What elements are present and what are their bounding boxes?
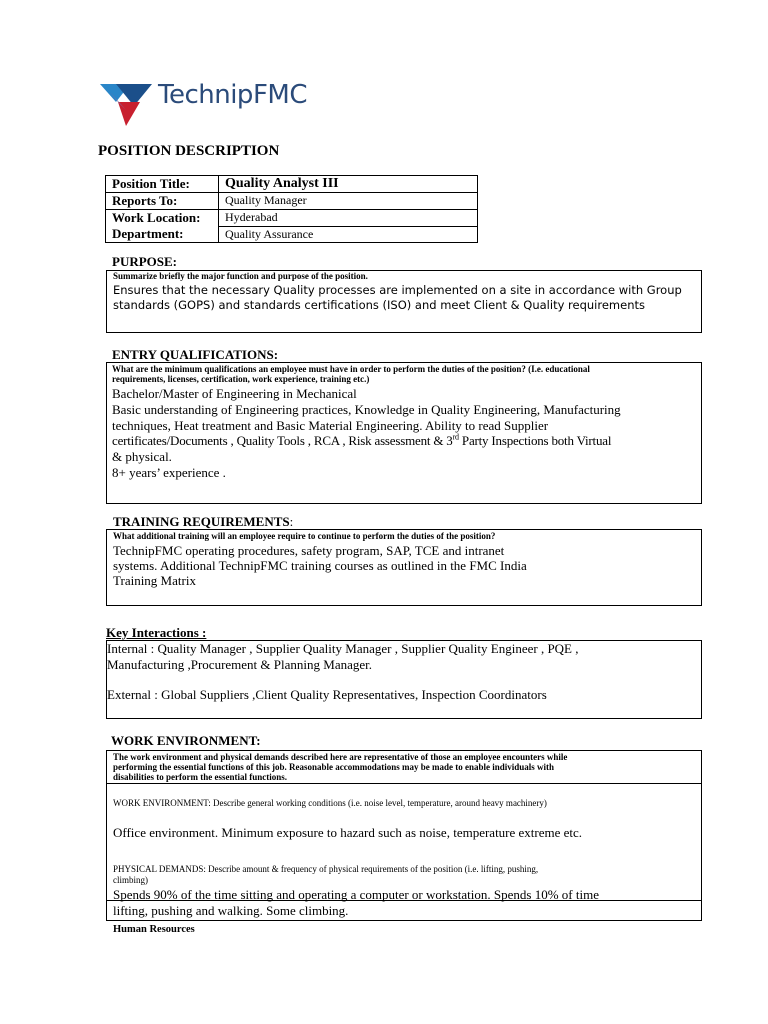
training-line: systems. Additional TechnipFMC training courses as outlined in the FMC India (113, 558, 527, 573)
info-row-position-title (106, 176, 478, 193)
info-label: Reports To: (106, 193, 219, 210)
physical-demands-line: lifting, pushing and walking. Some climbing. (113, 903, 349, 918)
entry-line: Bachelor/Master of Engineering in Mechanical (112, 386, 357, 401)
entry-line-part: Party Inspections both Virtual (458, 433, 612, 448)
entry-prompt: requirements, licenses, certification, work experience, training etc.) (112, 374, 370, 384)
purpose-line: Ensures that the necessary Quality processes are implemented on a site in accordance with Group (113, 283, 682, 297)
work-environment-label-text: WORK ENVIRONMENT: Describe general working conditions (i.e. noise level, temperature, around heavy machinery) (113, 798, 547, 808)
entry-heading: ENTRY QUALIFICATIONS: (112, 347, 279, 362)
entry-box (106, 362, 702, 504)
work-intro-line: The work environment and physical demands described here are representative of those an employee encounters while (113, 752, 568, 762)
entry-line-part: certificates/Documents , Quality Tools , RCA , Risk assessment & 3 (112, 433, 453, 448)
work-intro-line: performing the essential functions of this job. Reasonable accommodations may be made to enable individuals with (113, 762, 555, 772)
info-label: Position Title: (106, 176, 219, 193)
info-row-department (106, 226, 478, 243)
training-heading (113, 514, 293, 530)
position-info-table (105, 175, 478, 243)
entry-line: 8+ years’ experience . (112, 465, 226, 480)
key-interactions-heading: Key Interactions : (106, 625, 207, 640)
purpose-prompt: Summarize briefly the major function and purpose of the position. (113, 271, 368, 281)
company-logo (100, 80, 350, 128)
work-environment-text: Office environment. Minimum exposure to hazard such as noise, temperature extreme etc. (113, 825, 583, 840)
work-intro-line: disabilities to perform the essential functions. (113, 772, 287, 782)
training-line: Training Matrix (113, 573, 196, 588)
info-value: Hyderabad (219, 210, 478, 227)
key-internal-line: Internal : Quality Manager , Supplier Quality Manager , Supplier Quality Engineer , PQE , (107, 641, 579, 656)
info-value: Quality Assurance (219, 226, 478, 243)
purpose-line: standards (GOPS) and standards certifications (ISO) and meet Client & Quality requirements (113, 298, 645, 312)
info-label: Work Location: (106, 210, 219, 227)
entry-line-sup: rd (452, 432, 459, 442)
divider (107, 783, 701, 784)
training-heading-text: TRAINING REQUIREMENTS (113, 514, 290, 529)
footer-label: Human Resources (113, 924, 195, 935)
work-environment-box (106, 750, 702, 921)
purpose-heading: PURPOSE: (112, 254, 177, 269)
physical-demands-label: climbing) (113, 875, 148, 885)
entry-line: Basic understanding of Engineering practices, Knowledge in Quality Engineering, Manufacturing (112, 402, 621, 417)
physical-demands-line: Spends 90% of the time sitting and operating a computer or workstation. Spends 10% of time (113, 887, 599, 902)
training-heading-suffix: : (289, 514, 294, 529)
info-label: Department: (106, 226, 219, 243)
key-internal-line: Manufacturing ,Procurement & Planning Manager. (107, 657, 372, 672)
training-prompt: What additional training will an employee require to continue to perform the duties of the position? (113, 531, 496, 541)
key-interactions-box (106, 640, 702, 719)
info-value: Quality Manager (219, 193, 478, 210)
divider (106, 900, 702, 901)
entry-prompt: What are the minimum qualifications an employee must have in order to perform the duties of the position? (I.e. educational (112, 364, 590, 374)
work-environment-heading: WORK ENVIRONMENT: (111, 733, 261, 748)
training-box (106, 529, 702, 606)
document-title: POSITION DESCRIPTION (98, 143, 280, 159)
training-line: TechnipFMC operating procedures, safety program, SAP, TCE and intranet (113, 543, 505, 558)
info-row-reports-to (106, 193, 478, 210)
key-external-line: External : Global Suppliers ,Client Quality Representatives, Inspection Coordinators (107, 687, 547, 702)
purpose-box (106, 270, 702, 333)
work-environment-label (113, 798, 547, 808)
info-row-work-location (106, 210, 478, 227)
logo-wordmark: TechnipFMC (158, 80, 307, 110)
entry-line: & physical. (112, 449, 172, 464)
info-value: Quality Analyst III (219, 176, 478, 193)
entry-line: techniques, Heat treatment and Basic Material Engineering. Ability to read Supplier (112, 418, 549, 433)
entry-line (112, 433, 611, 449)
physical-demands-label: PHYSICAL DEMANDS: Describe amount & frequency of physical requirements of the position (i.e. lifting, pushing, (113, 864, 539, 874)
logo-mark-icon (100, 80, 156, 128)
